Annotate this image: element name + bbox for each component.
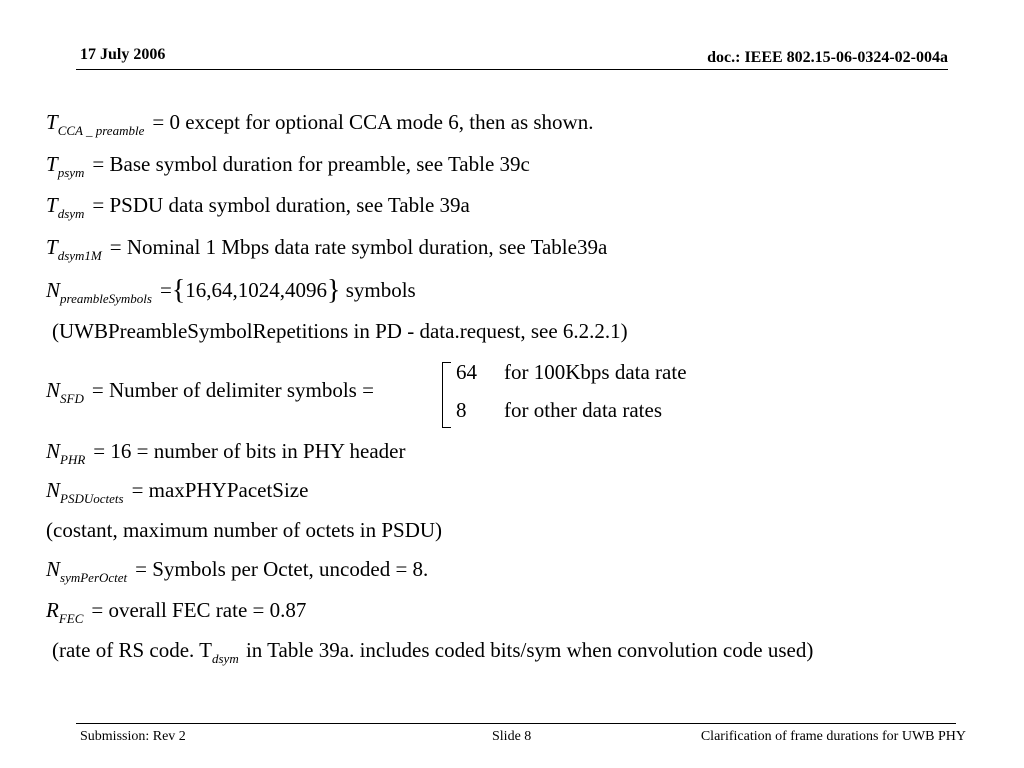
subscript: dsym [57, 206, 85, 221]
definition-text: = Nominal 1 Mbps data rate symbol duration, see Table39a [109, 235, 608, 259]
def-r-fec [46, 598, 306, 625]
footer-title: Clarification of frame durations for UWB PHY [700, 729, 966, 744]
note-preamble-repetitions: (UWBPreambleSymbolRepetitions in PD - data.request, see 6.2.2.1) [52, 319, 628, 343]
definition-text: = Number of delimiter symbols = [91, 378, 374, 402]
subscript: psym [57, 165, 85, 180]
preamble-set: 16,64,1024,4096 [185, 278, 328, 302]
symbol: R [46, 598, 59, 622]
subscript: dsym1M [57, 248, 102, 263]
def-n-psdu-octets [46, 478, 308, 505]
symbol: N [46, 278, 61, 302]
definition-text: = 0 except for optional CCA mode 6, then as shown. [152, 110, 594, 134]
def-t-dsym1m [46, 235, 607, 262]
subscript: FEC [58, 611, 84, 626]
sfd-lhs [46, 378, 374, 406]
right-brace: } [327, 275, 341, 306]
symbol: N [46, 439, 61, 463]
left-bracket [442, 362, 451, 428]
definition-text: = overall FEC rate = 0.87 [91, 598, 307, 622]
note-text: in Table 39a. includes coded bits/sym when convolution code used) [240, 638, 814, 662]
subscript: preambleSymbols [60, 291, 152, 306]
def-n-phr [46, 439, 406, 466]
symbol: N [46, 378, 61, 402]
definition-text: = maxPHYPacetSize [131, 478, 309, 502]
case-value: 8 [456, 398, 467, 422]
subscript: dsym [211, 651, 239, 666]
def-t-psym [46, 152, 530, 179]
subscript: CCA _ preamble [57, 123, 145, 138]
symbol: T [46, 152, 58, 176]
equals-sign: = [159, 278, 172, 302]
footer-submission: Submission: Rev 2 [80, 729, 186, 744]
def-n-sym-per-octet [46, 557, 428, 584]
case-condition: for other data rates [504, 398, 663, 422]
case-condition: for 100Kbps data rate [504, 360, 687, 384]
case-row-2 [456, 398, 662, 423]
symbol: T [46, 235, 58, 259]
left-brace: { [171, 275, 186, 306]
case-value: 64 [456, 360, 477, 384]
symbol: T [46, 110, 58, 134]
header-rule [76, 69, 948, 70]
definition-text: = 16 = number of bits in PHY header [93, 439, 406, 463]
subscript: PHR [60, 452, 86, 467]
definition-text: = Symbols per Octet, uncoded = 8. [135, 557, 429, 581]
subscript: symPerOctet [60, 570, 128, 585]
def-n-preamble-symbols [46, 277, 416, 305]
header-date: 17 July 2006 [80, 46, 166, 63]
definition-text: = Base symbol duration for preamble, see Table 39c [92, 152, 530, 176]
subscript: PSDUoctets [60, 491, 124, 506]
case-row-1 [456, 360, 687, 385]
def-t-cca-preamble [46, 110, 593, 137]
note-rs-code [52, 638, 813, 665]
symbol: N [46, 478, 61, 502]
footer-slide-number: Slide 8 [492, 729, 532, 744]
definition-text: symbols [345, 278, 416, 302]
definition-text: = PSDU data symbol duration, see Table 39a [92, 193, 470, 217]
note-text: (rate of RS code. T [52, 638, 212, 662]
note-psdu: (costant, maximum number of octets in PSDU) [46, 518, 443, 542]
footer-rule [76, 723, 956, 724]
symbol: T [46, 193, 58, 217]
def-t-dsym [46, 193, 470, 220]
header-doc-id: doc.: IEEE 802.15-06-0324-02-004a [707, 49, 948, 66]
symbol: N [46, 557, 61, 581]
subscript: SFD [60, 391, 84, 406]
